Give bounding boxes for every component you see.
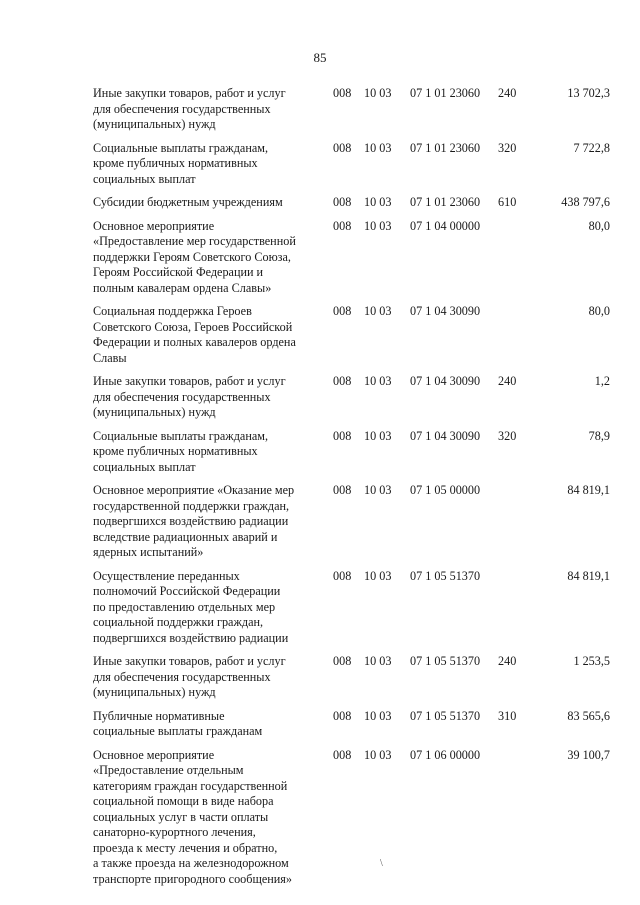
row-name-line: Советского Союза, Героев Российской <box>93 319 293 334</box>
row-name <box>93 709 325 740</box>
ministry-code: 008 <box>333 195 352 209</box>
row-name-line: кроме публичных нормативных <box>93 156 258 170</box>
amount-value: 1 253,5 <box>573 654 610 668</box>
section-code: 10 03 <box>364 304 392 318</box>
row-name-line: подвергшихся воздействию радиации <box>93 514 289 528</box>
target-article-code: 07 1 04 30090 <box>410 374 481 388</box>
section-code: 10 03 <box>364 483 392 497</box>
row-name-line: социальных выплат <box>93 459 196 474</box>
row-name-line: подвергшихся воздействию радиации <box>93 630 289 645</box>
row-name-line: Иные закупки товаров, работ и услуг <box>93 374 286 388</box>
row-name-line: санаторно-курортного лечения, <box>93 825 256 839</box>
row-name-line: Иные закупки товаров, работ и услуг <box>93 86 286 100</box>
row-name-line: категориям граждан государственной <box>93 778 288 793</box>
table-row <box>0 195 640 211</box>
expense-type-code: 320 <box>498 428 517 443</box>
row-name-line: проезда к месту лечения и обратно, <box>93 840 278 855</box>
ministry-code: 008 <box>333 86 352 100</box>
amount-value: 84 819,1 <box>567 483 610 497</box>
target-article-code: 07 1 06 00000 <box>410 747 481 762</box>
row-name-line: ядерных испытаний» <box>93 545 204 559</box>
row-name <box>93 429 325 476</box>
footer-mark: \ <box>380 858 383 869</box>
ministry-code: 008 <box>333 654 352 668</box>
row-name-line: для обеспечения государственных <box>93 101 271 116</box>
ministry-code: 008 <box>333 568 352 583</box>
table-row <box>0 304 640 366</box>
section-code: 10 03 <box>364 747 392 762</box>
ministry-code: 008 <box>333 708 352 723</box>
row-name <box>93 141 325 188</box>
budget-table <box>0 86 640 895</box>
row-name <box>93 374 325 421</box>
row-name-line: (муниципальных) нужд <box>93 685 216 699</box>
row-name-line: для обеспечения государственных <box>93 669 271 684</box>
target-article-code: 07 1 04 00000 <box>410 218 481 233</box>
row-name-line: транспорте пригородного сообщения» <box>93 871 292 886</box>
table-row <box>0 654 640 701</box>
row-name-line: Основное мероприятие <box>93 747 215 762</box>
table-row <box>0 569 640 647</box>
table-row <box>0 429 640 476</box>
row-name-line: полномочий Российской Федерации <box>93 584 281 598</box>
amount-value: 80,0 <box>588 218 610 233</box>
row-name-line: поддержки Героям Советского Союза, <box>93 249 291 264</box>
ministry-code: 008 <box>333 483 352 497</box>
ministry-code: 008 <box>333 218 352 233</box>
table-row <box>0 748 640 888</box>
row-name-line: социальных выплат <box>93 171 196 186</box>
amount-value: 39 100,7 <box>567 747 610 762</box>
table-row <box>0 86 640 133</box>
row-name-line: социальных услуг в части оплаты <box>93 809 269 824</box>
target-article-code: 07 1 01 23060 <box>410 140 481 155</box>
row-name-line: социальной поддержки граждан, <box>93 615 264 629</box>
row-name-line: полным кавалерам ордена Славы» <box>93 280 272 295</box>
target-article-code: 07 1 04 30090 <box>410 428 481 443</box>
row-name-line: Осуществление переданных <box>93 568 240 583</box>
row-name <box>93 195 325 211</box>
target-article-code: 07 1 05 51370 <box>410 654 481 668</box>
row-name <box>93 654 325 701</box>
row-name-line: социальные выплаты гражданам <box>93 724 263 738</box>
row-name-line: «Предоставление мер государственной <box>93 234 296 248</box>
target-article-code: 07 1 05 51370 <box>410 708 481 723</box>
row-name-line: а также проезда на железнодорожном <box>93 856 289 870</box>
section-code: 10 03 <box>364 654 392 668</box>
amount-value: 83 565,6 <box>567 708 610 723</box>
row-name-line: Славы <box>93 350 127 365</box>
section-code: 10 03 <box>364 218 392 233</box>
row-name-line: «Предоставление отдельным <box>93 763 244 777</box>
section-code: 10 03 <box>364 86 392 100</box>
row-name-line: по предоставлению отдельных мер <box>93 599 276 614</box>
row-name-line: Социальные выплаты гражданам, <box>93 428 269 443</box>
expense-type-code: 240 <box>498 86 517 100</box>
ministry-code: 008 <box>333 374 352 388</box>
expense-type-code: 320 <box>498 140 517 155</box>
row-name-line: Основное мероприятие «Оказание мер <box>93 483 295 497</box>
row-name-line: Социальная поддержка Героев <box>93 304 252 318</box>
page-number: 85 <box>313 50 327 65</box>
row-name-line: Героям Российской Федерации и <box>93 265 264 279</box>
expense-type-code: 310 <box>498 708 517 723</box>
amount-value: 438 797,6 <box>561 195 610 209</box>
row-name-line: (муниципальных) нужд <box>93 405 216 419</box>
row-name <box>93 748 325 888</box>
table-row <box>0 483 640 561</box>
section-code: 10 03 <box>364 428 392 443</box>
amount-value: 1,2 <box>594 374 610 388</box>
amount-value: 7 722,8 <box>573 140 610 155</box>
amount-value: 13 702,3 <box>567 86 610 100</box>
section-code: 10 03 <box>364 708 392 723</box>
table-row <box>0 141 640 188</box>
row-name <box>93 483 325 561</box>
table-row <box>0 709 640 740</box>
table-row <box>0 374 640 421</box>
target-article-code: 07 1 04 30090 <box>410 304 481 318</box>
expense-type-code: 610 <box>498 195 517 209</box>
row-name-line: Основное мероприятие <box>93 218 215 233</box>
ministry-code: 008 <box>333 747 352 762</box>
row-name-line: кроме публичных нормативных <box>93 444 258 458</box>
target-article-code: 07 1 05 51370 <box>410 568 481 583</box>
row-name <box>93 86 325 133</box>
row-name-line: Социальные выплаты гражданам, <box>93 140 269 155</box>
ministry-code: 008 <box>333 140 352 155</box>
target-article-code: 07 1 05 00000 <box>410 483 481 497</box>
row-name <box>93 569 325 647</box>
section-code: 10 03 <box>364 374 392 388</box>
section-code: 10 03 <box>364 140 392 155</box>
amount-value: 84 819,1 <box>567 568 610 583</box>
ministry-code: 008 <box>333 304 352 318</box>
expense-type-code: 240 <box>498 374 517 388</box>
row-name-line: Субсидии бюджетным учреждениям <box>93 195 283 209</box>
row-name-line: (муниципальных) нужд <box>93 117 216 131</box>
expense-type-code: 240 <box>498 654 517 668</box>
target-article-code: 07 1 01 23060 <box>410 195 481 209</box>
row-name <box>93 219 325 297</box>
row-name-line: Федерации и полных кавалеров ордена <box>93 335 296 349</box>
row-name <box>93 304 325 366</box>
target-article-code: 07 1 01 23060 <box>410 86 481 100</box>
section-code: 10 03 <box>364 195 392 209</box>
row-name-line: социальной помощи в виде набора <box>93 794 274 808</box>
row-name-line: для обеспечения государственных <box>93 389 271 404</box>
amount-value: 80,0 <box>588 304 610 318</box>
table-row <box>0 219 640 297</box>
amount-value: 78,9 <box>588 428 610 443</box>
row-name-line: Иные закупки товаров, работ и услуг <box>93 654 286 668</box>
row-name-line: вследствие радиационных аварий и <box>93 529 278 544</box>
ministry-code: 008 <box>333 428 352 443</box>
section-code: 10 03 <box>364 568 392 583</box>
row-name-line: Публичные нормативные <box>93 708 225 723</box>
row-name-line: государственной поддержки граждан, <box>93 498 290 513</box>
